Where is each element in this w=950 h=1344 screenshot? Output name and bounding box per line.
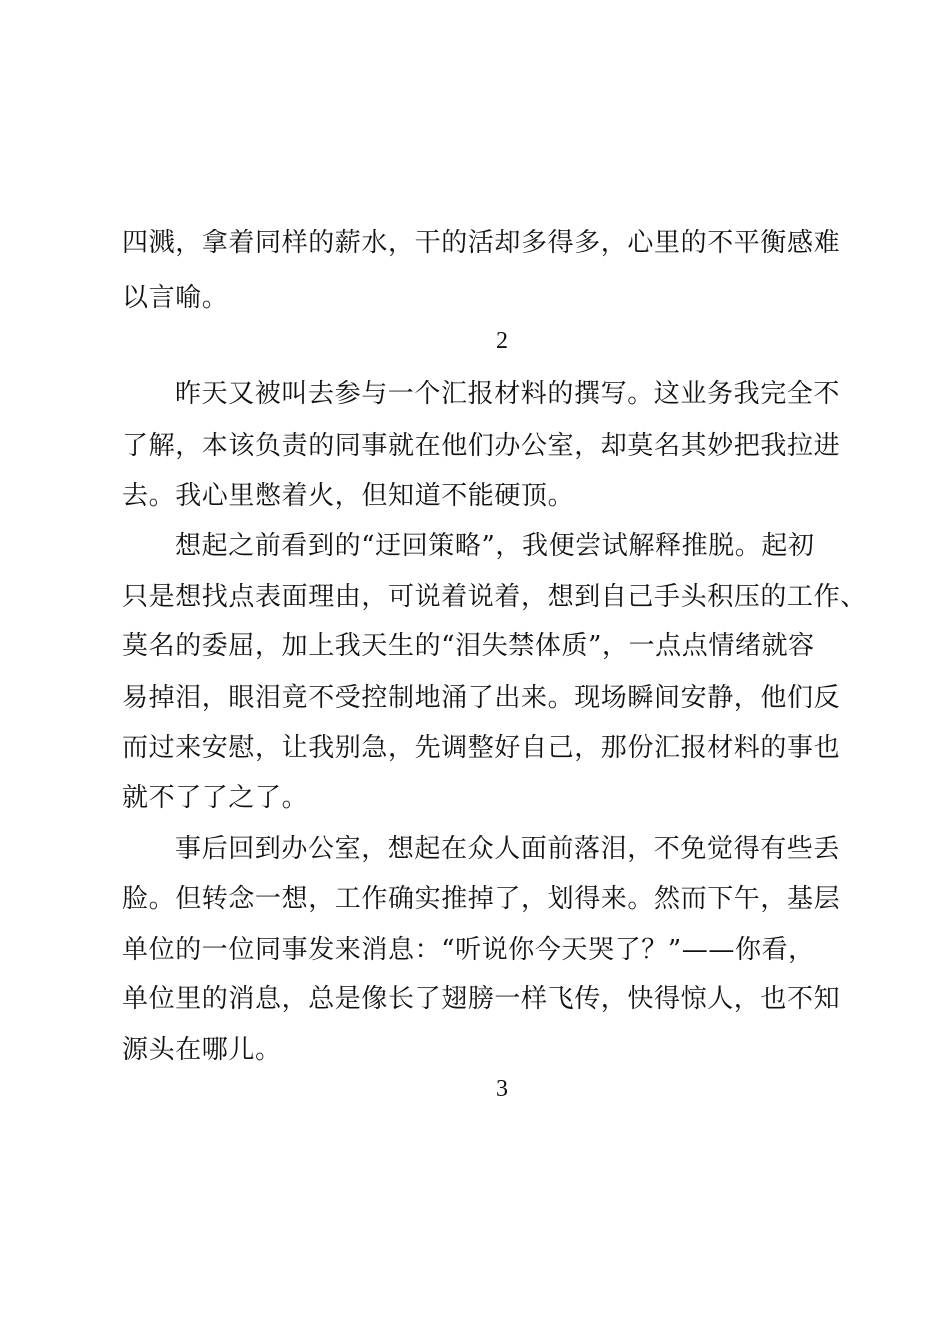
- paragraph-line: 去。我心里憋着火，但知道不能硬顶。: [122, 481, 575, 511]
- paragraph-line: 单位里的消息，总是像长了翅膀一样飞传，快得惊人，也不知: [122, 984, 841, 1014]
- paragraph-line: 了解，本该负责的同事就在他们办公室，却莫名其妙把我拉进: [122, 431, 841, 461]
- paragraph-line: 莫名的委屈，加上我天生的“泪失禁体质”，一点点情绪就容: [122, 631, 815, 661]
- section-number: 2: [496, 328, 508, 354]
- paragraph-line: 以言喻。: [122, 283, 229, 313]
- paragraph-line: 就不了了之了。: [122, 783, 309, 813]
- paragraph-line: 四溅，拿着同样的薪水，干的活却多得多，心里的不平衡感难: [122, 228, 841, 258]
- paragraph-line: 而过来安慰，让我别急，先调整好自己，那份汇报材料的事也: [122, 733, 841, 763]
- paragraph-line: 脸。但转念一想，工作确实推掉了，划得来。然而下午，基层: [122, 884, 841, 914]
- paragraph-line: 事后回到办公室，想起在众人面前落泪，不免觉得有些丢: [175, 834, 841, 864]
- paragraph-line: 昨天又被叫去参与一个汇报材料的撰写。这业务我完全不: [175, 379, 841, 409]
- paragraph-line: 源头在哪儿。: [122, 1035, 282, 1065]
- paragraph-line: 易掉泪，眼泪竟不受控制地涌了出来。现场瞬间安静，他们反: [122, 683, 841, 713]
- paragraph-line: 单位的一位同事发来消息：“听说你今天哭了？”——你看，: [122, 935, 815, 965]
- paragraph-line: 只是想找点表面理由，可说着说着，想到自己手头积压的工作、: [122, 582, 867, 612]
- paragraph-line: 想起之前看到的“迂回策略”，我便尝试解释推脱。起初: [175, 531, 815, 561]
- section-number: 3: [496, 1076, 508, 1102]
